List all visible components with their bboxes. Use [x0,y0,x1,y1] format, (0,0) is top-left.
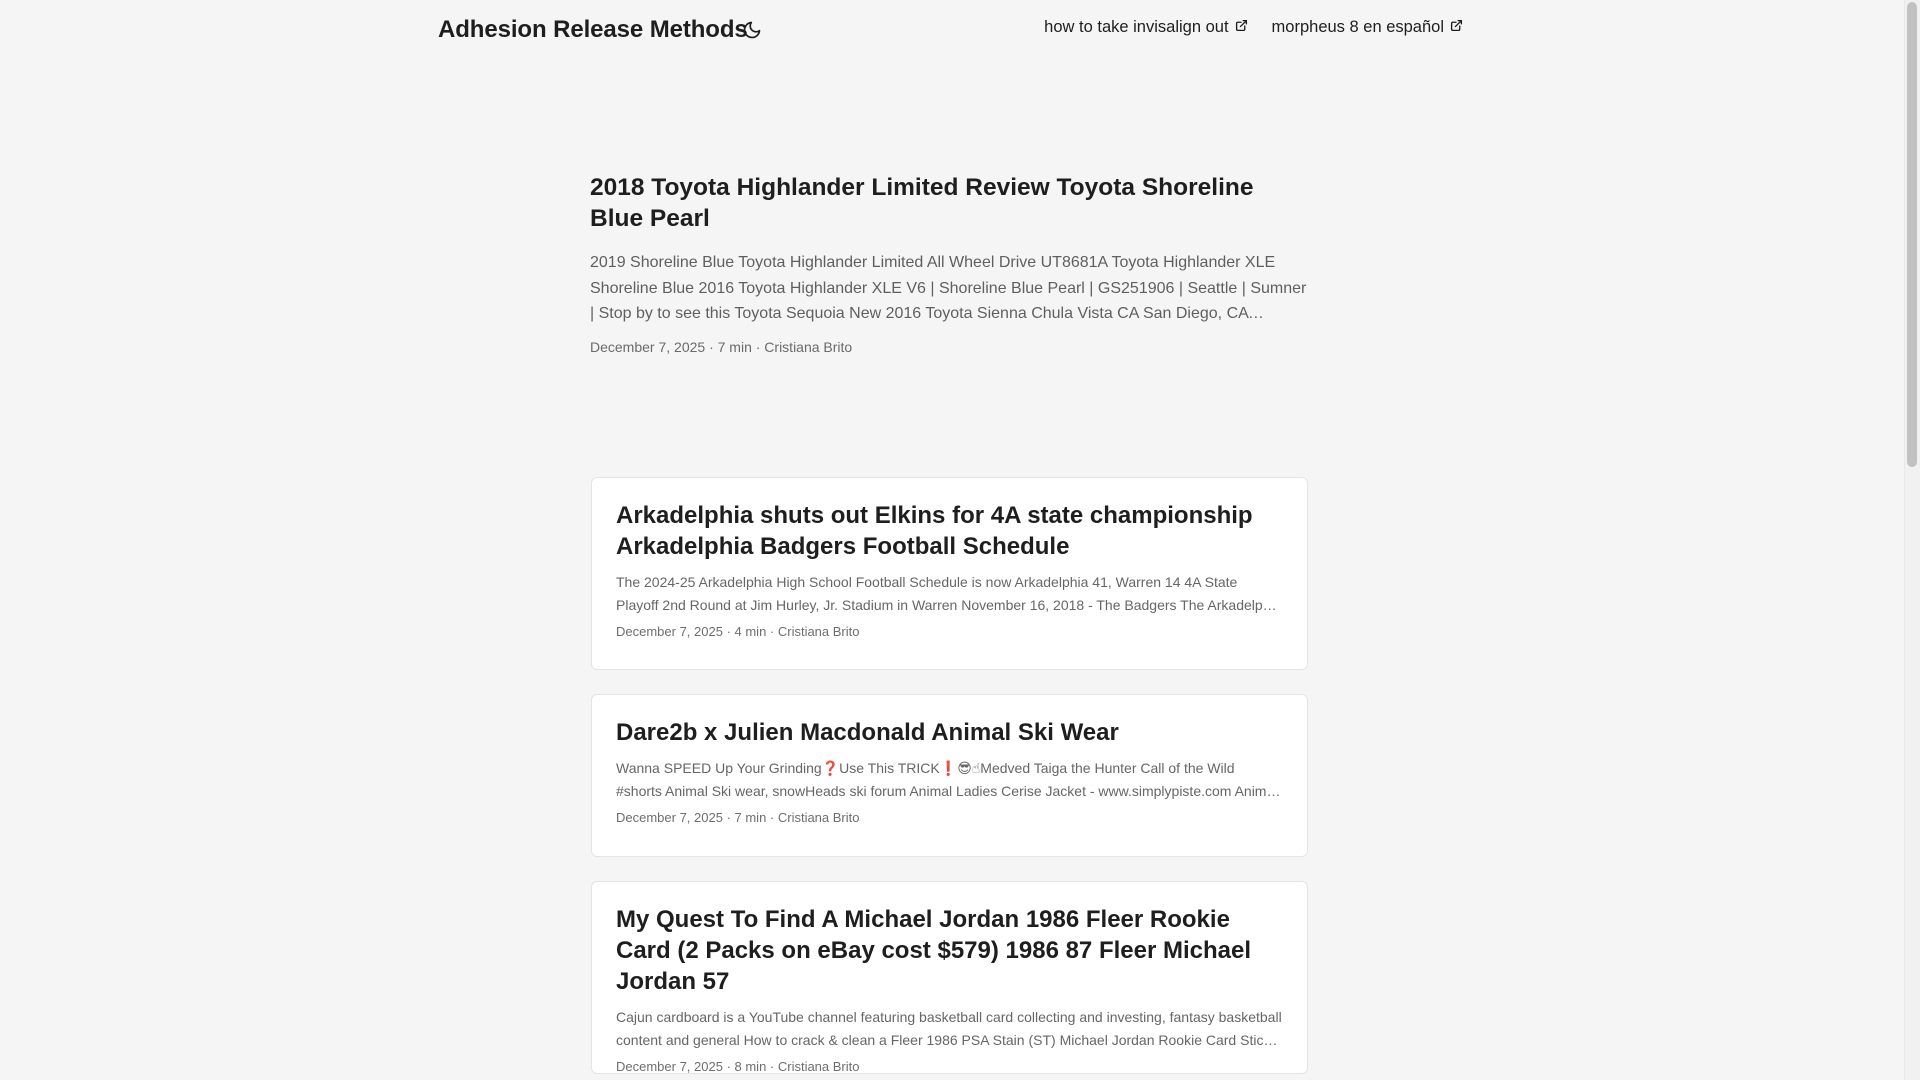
nav-link-invisalign[interactable] [1044,18,1247,37]
nav-link-label: morpheus 8 en español [1271,18,1444,36]
external-link-icon [1235,18,1248,37]
post-card[interactable] [591,881,1308,1074]
post-card[interactable] [591,694,1308,857]
scrollbar-thumb[interactable] [1907,2,1917,467]
nav-link-morpheus[interactable] [1272,18,1463,37]
first-entry-title: 2018 Toyota Highlander Limited Review Toyota Shoreline Blue Pearl [590,174,1254,232]
top-nav [1044,18,1463,37]
nav-link-label: how to take invisalign out [1044,18,1229,36]
first-entry-meta: December 7, 2025 · 7 min · Cristiana Brito [590,338,853,355]
first-entry-summary: 2019 Shoreline Blue Toyota Highlander Limited All Wheel Drive UT8681A Toyota Highlander XLE Shoreline Blue 2016 Toyota Highlander XLE V6 | Shoreline Blue Pearl | GS251906 | Seattle | Sumner | Stop by to see this Toyota Sequoia New 2016 Toyota Sienna Chula Vista CA San Diego, CA [590,254,1307,322]
post-summary: Cajun cardboard is a YouTube channel featuring basketball card collecting and investing, fantasy basketball content and general How to crack & clean a Fleer 1986 PSA Stain (ST) Michael Jordan Rookie Card Sticker [616,1009,1283,1048]
external-link-icon [1450,18,1463,37]
site-header [0,0,1904,60]
first-entry[interactable] [590,172,1311,355]
post-title: My Quest To Find A Michael Jordan 1986 Fleer Rookie Card (2 Packs on eBay cost $579) 1986 87 Fleer Michael Jordan 57 [616,906,1252,995]
post-title: Dare2b x Julien Macdonald Animal Ski Wear [616,719,1119,746]
moon-icon[interactable] [742,20,762,40]
post-meta: December 7, 2025 · 8 min · Cristiana Brito [616,1059,860,1074]
scrollbar[interactable] [1904,0,1920,1080]
site-title[interactable]: Adhesion Release Methods [438,16,748,43]
post-summary: The 2024-25 Arkadelphia High School Football Schedule is now Arkadelphia 41, Warren 14 4A State Playoff 2nd Round at Jim Hurley, Jr. Stadium in Warren November 16, 2018 - The Badgers The Arkadelphia [616,574,1282,613]
post-meta: December 7, 2025 · 4 min · Cristiana Brito [616,624,860,639]
post-card[interactable] [591,477,1308,670]
post-title: Arkadelphia shuts out Elkins for 4A state championship Arkadelphia Badgers Football Schedule [616,502,1253,560]
post-meta: December 7, 2025 · 7 min · Cristiana Brito [616,810,860,825]
post-summary: Wanna SPEED Up Your Grinding❓Use This TRICK❗😎☝Medved Taiga the Hunter Call of the Wild #shorts Animal Ski wear, snowHeads ski forum Animal Ladies Cerise Jacket - www.simplypiste.com Animal [616,760,1278,799]
